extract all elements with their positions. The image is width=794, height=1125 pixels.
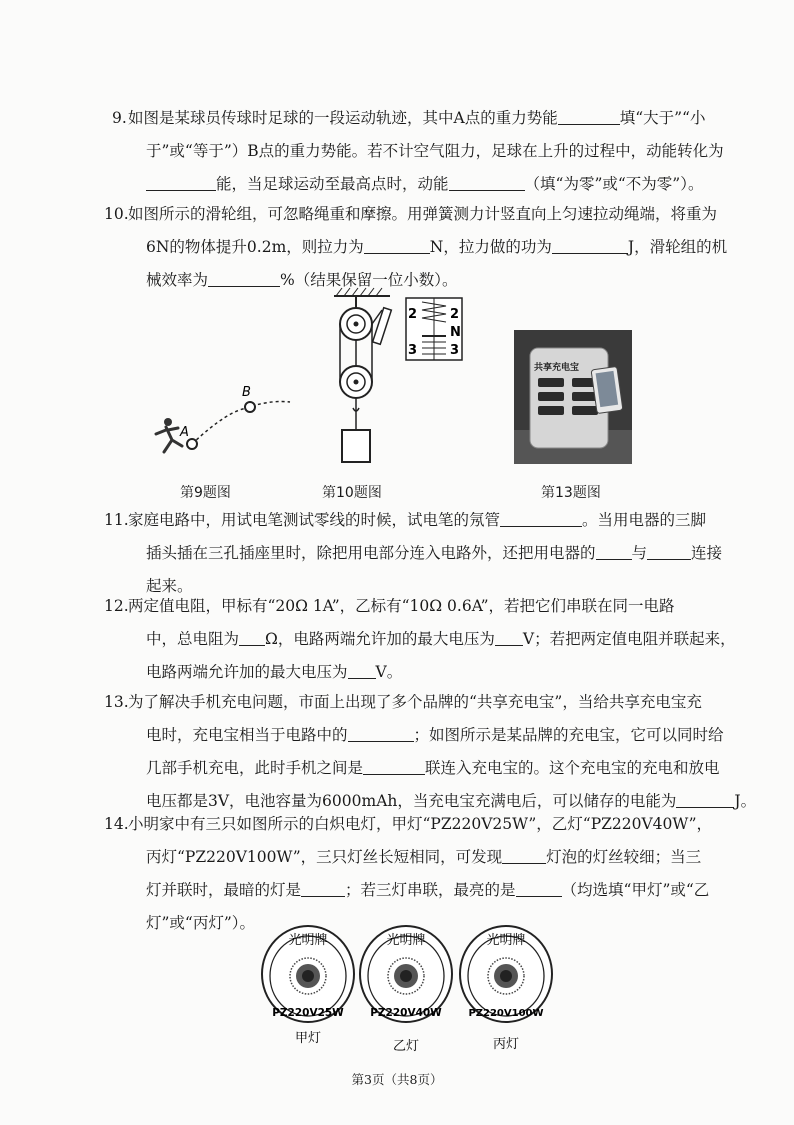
scale-dial bbox=[406, 298, 462, 360]
svg-text:3: 3 bbox=[450, 343, 460, 358]
question-9: 9. 如图是某球员传球时足球的一段运动轨迹，其中A点的重力势能 填“大于”“小 于”或“等于”）B点的重力势能。若不计空气阻力，足球在上升的过程中，动能转化为 能，当足球运动至最高点时，动能 （填“为零”或“不为零”）。 bbox=[128, 102, 718, 201]
figure-13-caption: 第13题图 bbox=[541, 485, 601, 501]
answer-blank[interactable] bbox=[146, 174, 216, 191]
bulb-name: 丙灯 bbox=[492, 1037, 520, 1052]
svg-text:3: 3 bbox=[408, 343, 418, 358]
answer-blank[interactable] bbox=[208, 270, 280, 287]
figure-10-caption: 第10题图 bbox=[322, 485, 382, 501]
question-13: 13. 为了解决手机充电问题，市面上出现了多个品牌的“共享充电宝”，当给共享充电宝充 电时，充电宝相当于电路中的 ；如图所示是某品牌的充电宝，它可以同时给 几部手机充电，此时手机之间是 联连入充电宝的。这个充电宝的充电和放电 电压都是3V，电池容量为6000mAh，当充电宝充满电后，可以储存的电能为 J。 bbox=[128, 686, 718, 818]
answer-blank[interactable] bbox=[348, 662, 376, 679]
point-b-ball bbox=[245, 402, 255, 412]
question-number: 9. bbox=[112, 109, 127, 127]
question-number: 10. bbox=[104, 205, 129, 223]
figure-13-power-bank-photo bbox=[514, 330, 632, 464]
answer-blank[interactable] bbox=[364, 237, 430, 254]
question-14: 14. 小明家中有三只如图所示的白炽电灯，甲灯“PZ220V25W”，乙灯“PZ220V40W”， 丙灯“PZ220V100W”，三只灯丝长短相同，可发现 灯泡的灯丝较细；当三 灯并联时，最暗的灯是 ；若三灯串联，最亮的是 （均选填“甲灯”或“乙 灯”或“丙灯”）。 bbox=[128, 808, 718, 940]
answer-blank[interactable] bbox=[348, 725, 414, 742]
answer-blank[interactable] bbox=[500, 510, 582, 527]
answer-blank[interactable] bbox=[239, 629, 265, 646]
answer-blank[interactable] bbox=[502, 847, 546, 864]
figure-10-pulley bbox=[322, 286, 472, 466]
answer-blank[interactable] bbox=[301, 880, 345, 897]
question-11: 11. 家庭电路中，用试电笔测试零线的时候，试电笔的氖管 。当用电器的三脚 插头插在三孔插座里时，除把用电部分连入电路外，还把用电器的 与 连接 起来。 bbox=[128, 504, 718, 603]
bulb-name: 甲灯 bbox=[294, 1031, 322, 1046]
answer-blank[interactable] bbox=[647, 543, 691, 560]
question-12: 12. 两定值电阻，甲标有“20Ω 1A”，乙标有“10Ω 0.6A”，若把它们串联在同一电路 中，总电阻为 Ω，电路两端允许加的最大电压为 V；若把两定值电阻并联起来， 电路两端允许加的最大电压为 V。 bbox=[128, 590, 718, 689]
bulbs-figure bbox=[260, 924, 560, 1060]
answer-blank[interactable] bbox=[676, 791, 734, 808]
answer-blank[interactable] bbox=[495, 629, 523, 646]
weight-block bbox=[342, 430, 370, 462]
answer-blank[interactable] bbox=[596, 543, 632, 560]
bulb-brand: 光明牌 bbox=[386, 933, 426, 948]
bulb-brand: 光明牌 bbox=[288, 933, 328, 948]
question-number: 13. bbox=[104, 693, 129, 711]
figure-9-caption: 第9题图 bbox=[180, 485, 231, 501]
question-10: 10. 如图所示的滑轮组，可忽略绳重和摩擦。用弹簧测力计竖直向上匀速拉动绳端，将重为 6N的物体提升0.2m，则拉力为 N，拉力做的功为 J，滑轮组的机 械效率为 %（结果保留一位小数）。 bbox=[128, 198, 718, 297]
player-icon bbox=[156, 418, 182, 452]
bulb-name: 乙灯 bbox=[392, 1039, 420, 1054]
svg-text:2: 2 bbox=[408, 307, 418, 322]
label-a: A bbox=[180, 425, 189, 440]
page-footer: 第3页（共8页） bbox=[351, 1072, 443, 1087]
answer-blank[interactable] bbox=[363, 758, 425, 775]
answer-blank[interactable] bbox=[552, 237, 628, 254]
question-number: 11. bbox=[104, 511, 129, 529]
question-number: 14. bbox=[104, 815, 129, 833]
bulb-rating: PZ220V100W bbox=[468, 1008, 544, 1019]
bulb-bing bbox=[460, 926, 552, 1052]
answer-blank[interactable] bbox=[516, 880, 562, 897]
figure-9-trajectory bbox=[148, 380, 298, 470]
label-b: B bbox=[242, 385, 251, 400]
point-a-ball bbox=[187, 439, 197, 449]
bulb-rating: PZ220V40W bbox=[370, 1007, 442, 1019]
answer-blank[interactable] bbox=[449, 174, 525, 191]
question-number: 12. bbox=[104, 597, 129, 615]
svg-text:N: N bbox=[450, 325, 461, 340]
answer-blank[interactable] bbox=[558, 108, 620, 125]
power-bank-label: 共享充电宝 bbox=[534, 363, 580, 373]
bulb-rating: PZ220V25W bbox=[272, 1007, 344, 1019]
bulb-yi bbox=[360, 926, 452, 1054]
bulb-jia bbox=[262, 926, 354, 1046]
spring-scale-icon bbox=[373, 308, 392, 345]
bulb-brand: 光明牌 bbox=[486, 933, 526, 948]
svg-text:2: 2 bbox=[450, 307, 460, 322]
